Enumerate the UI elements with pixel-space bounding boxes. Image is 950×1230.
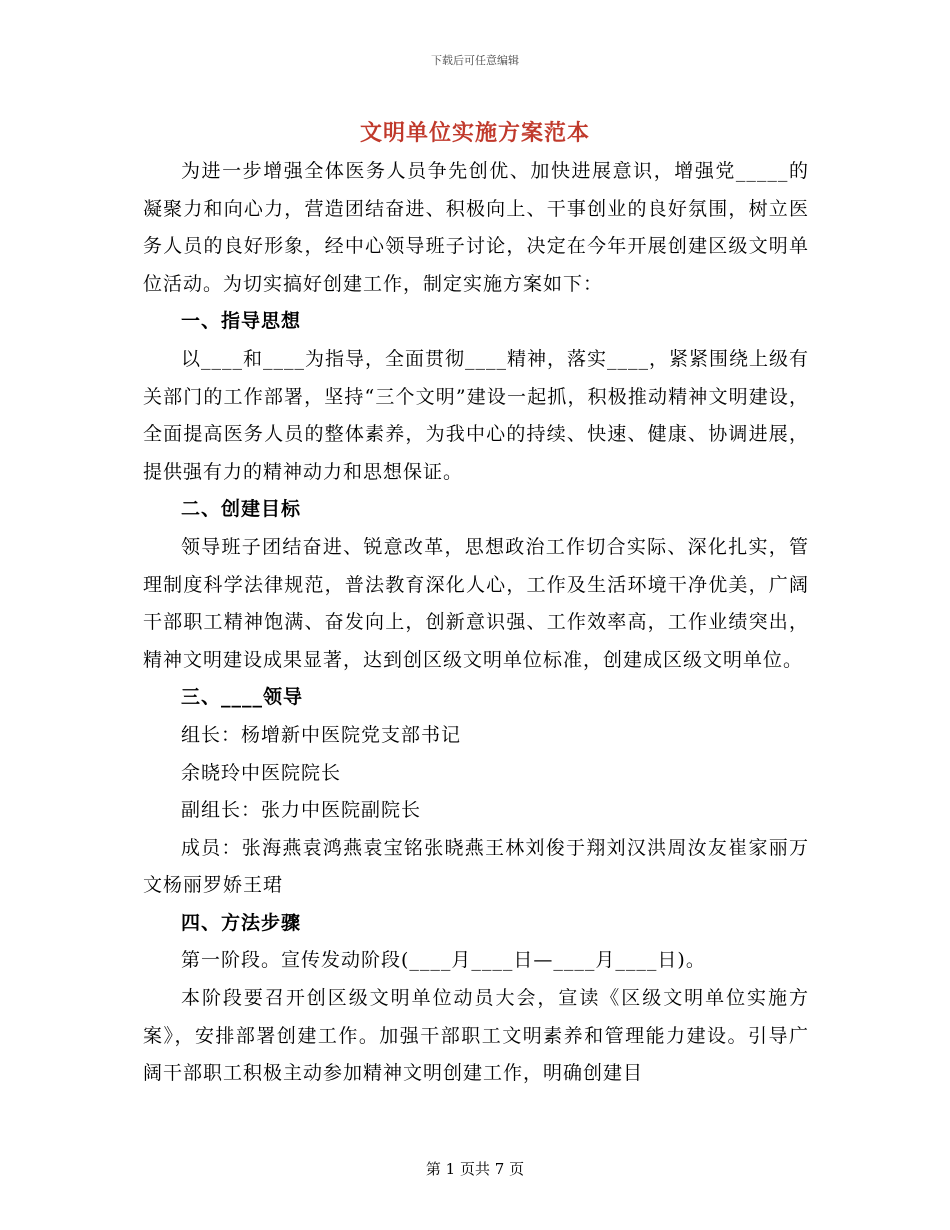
guiding-ideology-paragraph: 以____和____为指导，全面贯彻____精神，落实____，紧紧围绕上级有关部门的工作部署，坚持“三个文明”建设一起抓，积极推动精神文明建设，全面提高医务人员的整体素养，为我中心的持续、快速、健康、协调进展，提供强有力的精神动力和思想保证。 [143,347,810,483]
section-heading-guiding-ideology: 一、指导思想 [181,310,302,333]
section-heading-leadership: 三、____领导 [181,686,304,709]
section-heading-steps: 四、方法步骤 [181,911,302,934]
goals-paragraph: 领导班子团结奋进、锐意改革，思想政治工作切合实际、深化扎实，管理制度科学法律规范，普法教育深化人心，工作及生活环境干净优美，广阔干部职工精神饱满、奋发向上，创新意识强、工作效率高，工作业绩突出，精神文明建设成果显著，达到创区级文明单位标准，创建成区级文明单位。 [143,535,809,671]
leader-line-2: 余晓玲中医院院长 [181,761,342,784]
stage-one-line: 第一阶段。宣传发动阶段(____月____日—____月____日)。 [181,949,706,972]
leader-line: 组长：杨增新中医院党支部书记 [181,723,462,746]
intro-paragraph: 为进一步增强全体医务人员争先创优、加快进展意识，增强党_____的凝聚力和向心力，营造团结奋进、积极向上、干事创业的良好氛围，树立医务人员的良好形象，经中心领导班子讨论，决定在今年开展创建区级文明单位活动。为切实搞好创建工作，制定实施方案如下： [143,160,809,295]
members-paragraph: 成员：张海燕袁鸿燕袁宝铭张晓燕王林刘俊于翔刘汉洪周汝友崔家丽万文杨丽罗娇王珺 [143,836,809,897]
page-footer: 第 1 页共 7 页 [425,1160,525,1178]
page-header: 下载后可任意编辑 [431,54,519,67]
document-body [143,153,809,1093]
section-heading-goals: 二、创建目标 [181,498,302,521]
document-title: 文明单位实施方案范本 [359,120,590,146]
deputy-leader-line: 副组长：张力中医院副院长 [181,799,422,822]
stage-one-paragraph: 本阶段要召开创区级文明单位动员大会，宣读《区级文明单位实施方案》，安排部署创建工作。加强干部职工文明素养和管理能力建设。引导广阔干部职工积极主动参加精神文明创建工作，明确创建目 [143,987,809,1085]
